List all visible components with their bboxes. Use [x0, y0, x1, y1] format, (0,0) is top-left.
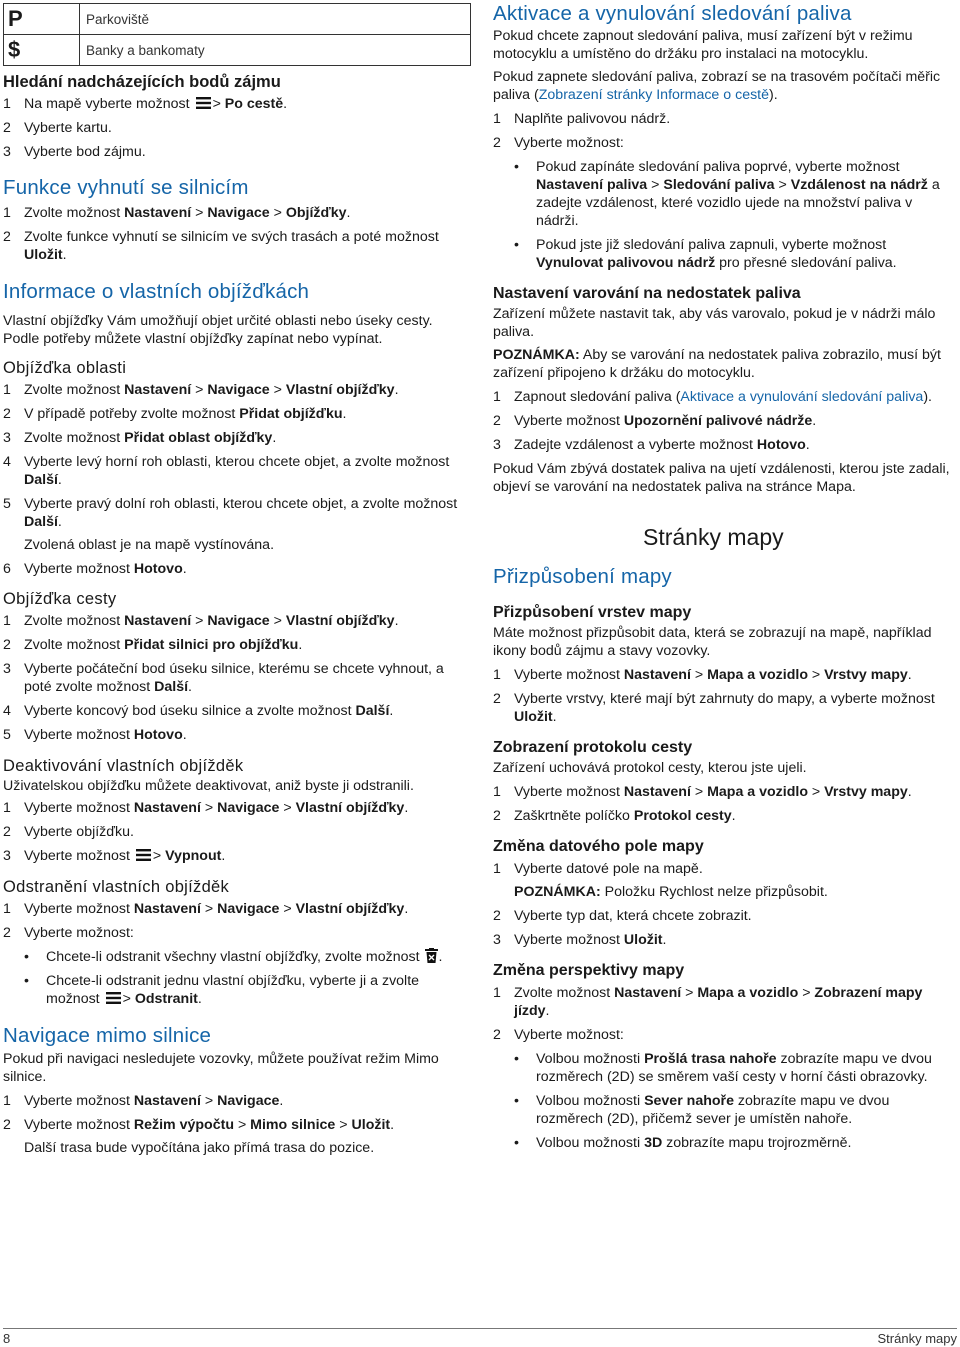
step: 1 Vyberte možnost Nastavení > Navigace > Vlastní objížďky. [3, 901, 409, 917]
paragraph: Zařízení můžete nastavit tak, aby vás varovalo, pokud je v nádrži málo paliva. [493, 306, 936, 340]
section-map-layers [493, 603, 955, 726]
paragraph: Uživatelskou objížďku můžete deaktivovat, aniž byste ji odstranili. [3, 778, 414, 794]
icon-table-label: Parkoviště [80, 4, 471, 35]
paragraph: Pokud chcete zapnout sledování paliva, musí zařízení být v režimu motocyklu a umístěno do držáku pro instalaci na motocyklu. [493, 28, 913, 62]
step: 3 Zadejte vzdálenost a vyberte možnost Hotovo. [493, 437, 810, 453]
section-delete-detours [3, 877, 471, 1008]
section-title: Přizpůsobení mapy [493, 565, 672, 588]
section-title: Změna perspektivy mapy [493, 962, 685, 979]
step: 3 Vyberte bod zájmu. [3, 144, 146, 160]
section-low-fuel-warning [493, 284, 955, 496]
step: 5 Vyberte pravý dolní roh oblasti, kterou chcete objet, a zvolte možnost Další. [3, 496, 458, 530]
step-note: Zvolená oblast je na mapě vystínována. [24, 537, 275, 553]
bullet-item: • Volbou možnosti Prošlá trasa nahoře zobrazíte mapu ve dvou rozměrech (2D) se směrem vaší cesty v horní části obrazovky. [493, 1050, 955, 1086]
section-title: Deaktivování vlastních objížděk [3, 757, 244, 775]
step: 2 Vyberte kartu. [3, 120, 112, 136]
step: 1 Na mapě vyberte možnost > Po cestě. [3, 96, 288, 112]
note-paragraph: POZNÁMKA: Aby se varování na nedostatek paliva zobrazilo, musí být zařízení připojeno k držáku do motocyklu. [493, 347, 941, 381]
step: 1 Vyberte možnost Nastavení > Navigace. [3, 1093, 284, 1109]
bullet-item: • Pokud zapínáte sledování paliva poprvé, vyberte možnost Nastavení paliva > Sledování paliva > Vzdálenost na nádrž a zadejte vzdálenost, které vozidlo ujede na množství paliva v nádrži. [493, 158, 955, 230]
icon-table-row [4, 4, 471, 35]
step: 4 Vyberte levý horní roh oblasti, kterou chcete objet, a zvolte možnost Další. [3, 454, 450, 488]
step: 2 Vyberte vrstvy, které mají být zahrnuty do mapy, a vyberte možnost Uložit. [493, 691, 935, 725]
bullet-list [493, 158, 955, 272]
left-column [3, 0, 471, 1157]
step: 2 Vyberte objížďku. [3, 824, 134, 840]
bullet-item: • Pokud jste již sledování paliva zapnuli, vyberte možnost Vynulovat palivovou nádrž pro přesné sledování paliva. [493, 236, 955, 272]
right-column [493, 0, 955, 1152]
chapter-title: Stránky mapy [643, 524, 784, 550]
step-list [3, 1092, 471, 1134]
step: 2 Vyberte možnost: [3, 925, 134, 941]
footer-divider [3, 1328, 957, 1329]
menu-icon [136, 849, 151, 861]
bullet-list [493, 1050, 955, 1152]
step-list [3, 560, 471, 578]
section-off-road [3, 1024, 471, 1157]
step: 1 Zvolte možnost Nastavení > Navigace > Objížďky. [3, 205, 351, 221]
bullet-item: • Chcete-li odstranit všechny vlastní objížďky, zvolte možnost . [3, 948, 471, 966]
section-title: Objížďka cesty [3, 590, 117, 608]
footer-chapter: Stránky mapy [877, 1331, 957, 1346]
note-label: POZNÁMKA: [514, 884, 601, 900]
step-list [493, 666, 955, 726]
bank-icon: $ [4, 35, 80, 66]
step: 2 Vyberte možnost Upozornění palivové nádrže. [493, 413, 817, 429]
step: 3 Zvolte možnost Přidat oblast objížďky. [3, 430, 277, 446]
step: 2 Vyberte možnost Režim výpočtu > Mimo silnice > Uložit. [3, 1117, 395, 1133]
step: 3 Vyberte počáteční bod úseku silnice, kterému se chcete vyhnout, a poté zvolte možnost Další. [3, 661, 444, 695]
section-road-detour [3, 589, 471, 744]
step: 4 Vyberte koncový bod úseku silnice a zvolte možnost Další. [3, 703, 394, 719]
step: 1 Zvolte možnost Nastavení > Navigace > Vlastní objížďky. [3, 613, 399, 629]
paragraph: Pokud při navigaci nesledujete vozovky, můžete používat režim Mimo silnice. [3, 1051, 439, 1085]
step: 1 Vyberte možnost Nastavení > Navigace > Vlastní objížďky. [3, 800, 409, 816]
step: 2 Zvolte možnost Přidat silnici pro objížďku. [3, 637, 303, 653]
trash-icon [425, 948, 438, 963]
section-fuel-tracking [493, 2, 955, 272]
step: 1 Zapnout sledování paliva (Aktivace a vynulování sledování paliva). [493, 389, 932, 405]
section-title: Navigace mimo silnice [3, 1024, 212, 1047]
step-list [493, 388, 955, 454]
step-note: Další trasa bude vypočítána jako přímá trasa do pozice. [24, 1140, 375, 1156]
section-title: Hledání nadcházejících bodů zájmu [3, 73, 281, 91]
section-custom-detours-info [3, 280, 471, 348]
step-list [3, 204, 471, 264]
step: 2 V případě potřeby zvolte možnost Přidat objížďku. [3, 406, 347, 422]
paragraph: Pokud zapnete sledování paliva, zobrazí se na trasovém počítači měřic paliva (Zobrazení stránky Informace o cestě). [493, 69, 941, 103]
step-list [493, 984, 955, 1044]
note-label: POZNÁMKA: [493, 347, 580, 363]
step: 1 Zvolte možnost Nastavení > Navigace > Vlastní objížďky. [3, 382, 399, 398]
bullet-item: • Volbou možnosti 3D zobrazíte mapu trojrozměrně. [493, 1134, 955, 1152]
step-note: POZNÁMKA: Položku Rychlost nelze přizpůsobit. [514, 884, 828, 900]
section-avoidances [3, 176, 471, 264]
section-title: Přizpůsobení vrstev mapy [493, 604, 692, 621]
step: 2 Vyberte typ dat, která chcete zobrazit. [493, 908, 752, 924]
step-list [493, 860, 955, 878]
bullet-item: • Volbou možnosti Sever nahoře zobrazíte mapu ve dvou rozměrech (2D), přičemž sever je umístěn nahoře. [493, 1092, 955, 1128]
step: 1 Zvolte možnost Nastavení > Mapa a vozidlo > Zobrazení mapy jízdy. [493, 985, 923, 1019]
paragraph: Zařízení uchovává protokol cesty, kterou jste ujeli. [493, 760, 807, 776]
bullet-item: • Chcete-li odstranit jednu vlastní objížďku, vyberte ji a zvolte možnost > Odstranit. [3, 972, 471, 1008]
menu-icon [196, 97, 211, 109]
section-title: Změna datového pole mapy [493, 838, 704, 855]
step-list [493, 783, 955, 825]
step-list [3, 799, 471, 865]
step: 1 Naplňte palivovou nádrž. [493, 111, 671, 127]
paragraph: Vlastní objížďky Vám umožňují objet určité oblasti nebo úseky cesty. Podle potřeby můžete vlastní objížďky zapínat nebo vypínat. [3, 313, 433, 347]
step-list [3, 381, 471, 531]
paragraph: Máte možnost přizpůsobit data, která se zobrazují na mapě, například ikony bodů zájmu a stavy vozovky. [493, 625, 932, 659]
step-list [493, 907, 955, 949]
menu-icon [106, 992, 121, 1004]
page-number: 8 [3, 1331, 11, 1346]
step: 2 Zaškrtněte políčko Protokol cesty. [493, 808, 736, 824]
bullet-list [3, 948, 471, 1008]
icon-table [3, 3, 471, 66]
step: 6 Vyberte možnost Hotovo. [3, 561, 187, 577]
cross-reference-link[interactable]: Zobrazení stránky Informace o cestě [538, 87, 770, 103]
section-title: Aktivace a vynulování sledování paliva [493, 2, 852, 25]
step: 1 Vyberte možnost Nastavení > Mapa a vozidlo > Vrstvy mapy. [493, 667, 912, 683]
step: 3 Vyberte možnost > Vypnout. [3, 848, 226, 864]
cross-reference-link[interactable]: Aktivace a vynulování sledování paliva [680, 389, 924, 405]
section-title: Odstranění vlastních objížděk [3, 878, 230, 896]
section-track-log [493, 738, 955, 825]
section-map-perspective [493, 961, 955, 1152]
section-upcoming-poi [3, 72, 471, 161]
step: 3 Vyberte možnost Uložit. [493, 932, 667, 948]
step: 5 Vyberte možnost Hotovo. [3, 727, 187, 743]
section-title: Nastavení varování na nedostatek paliva [493, 285, 801, 302]
parking-icon: P [4, 4, 80, 35]
paragraph: Pokud Vám zbývá dostatek paliva na ujetí vzdálenosti, kterou jste zadali, objeví se varování na nedostatek paliva na stránce Mapa. [493, 461, 950, 495]
step: 2 Zvolte funkce vyhnutí se silnicím ve svých trasách a poté možnost Uložit. [3, 229, 439, 263]
step-list [3, 900, 471, 942]
section-map-data-field [493, 837, 955, 949]
step-list [493, 110, 955, 152]
section-title: Funkce vyhnutí se silnicím [3, 176, 249, 199]
section-area-detour [3, 358, 471, 578]
section-title: Informace o vlastních objížďkách [3, 280, 310, 303]
section-deactivate-detours [3, 756, 471, 865]
step-list [3, 95, 471, 161]
step: 2 Vyberte možnost: [493, 135, 624, 151]
step: 1 Vyberte datové pole na mapě. [493, 861, 703, 877]
step-list [3, 612, 471, 744]
section-title: Zobrazení protokolu cesty [493, 739, 693, 756]
step: 1 Vyberte možnost Nastavení > Mapa a vozidlo > Vrstvy mapy. [493, 784, 912, 800]
icon-table-row [4, 35, 471, 66]
section-title: Objížďka oblasti [3, 359, 127, 377]
step: 2 Vyberte možnost: [493, 1027, 624, 1043]
icon-table-label: Banky a bankomaty [80, 35, 471, 66]
